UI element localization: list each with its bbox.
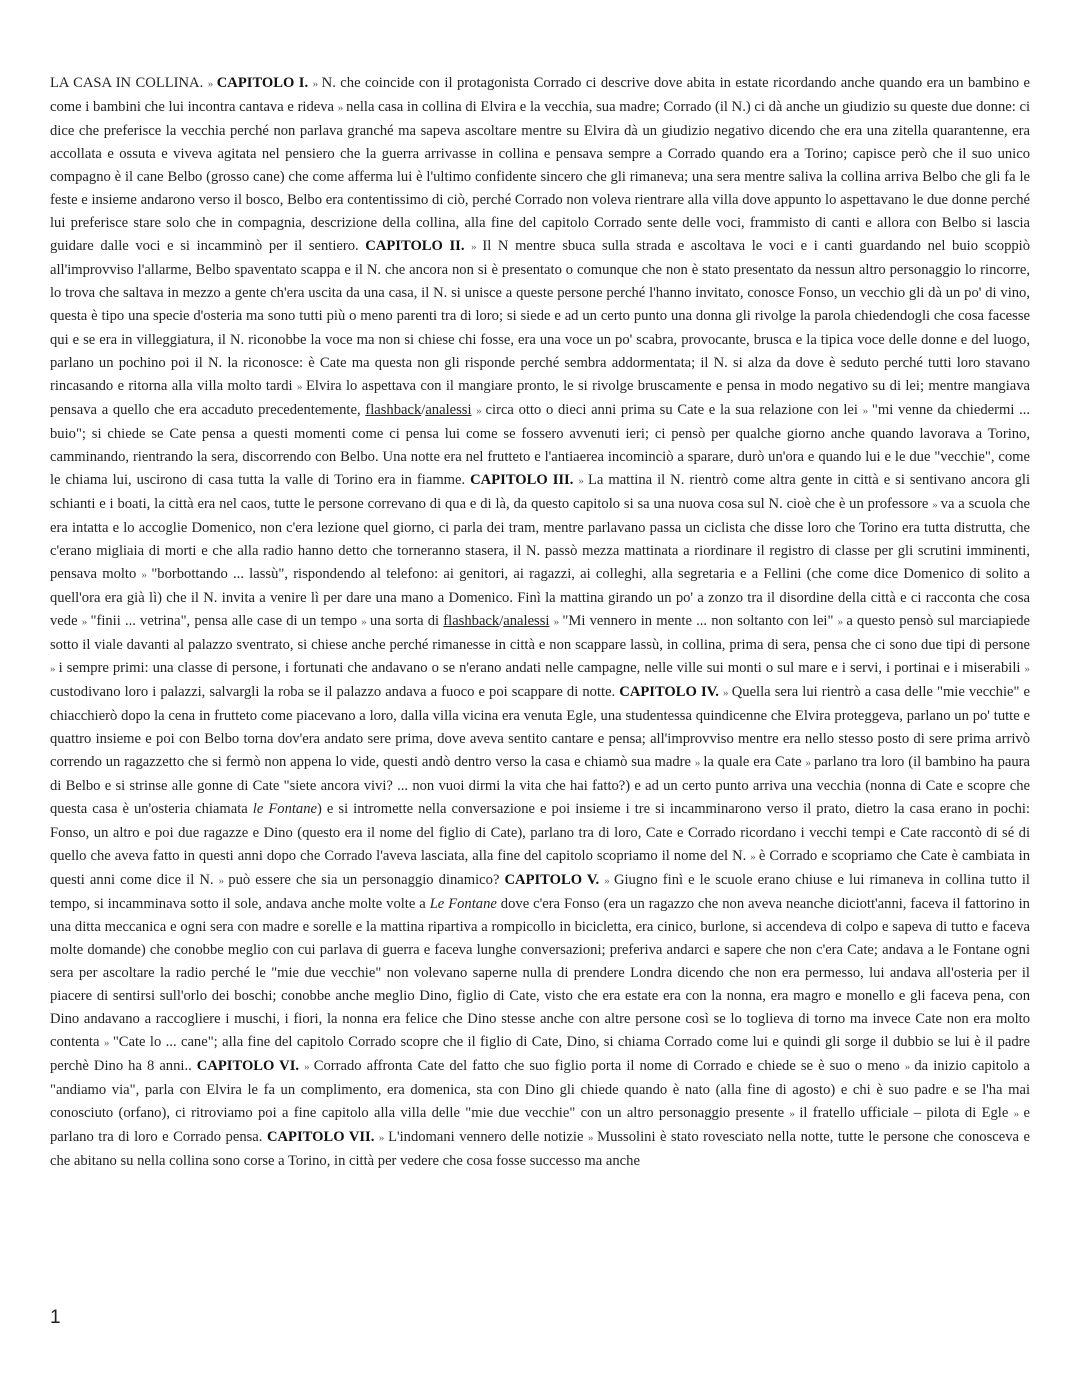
arrow-marker: » (837, 616, 847, 629)
text-run: N. che coincide con il protagonista Corrado ci descrive dove abita in estate ricordando anche quando era un bambino e come i bambini che lui incontra cantava e rideva (50, 75, 1030, 116)
text-run: da inizio capitolo a "andiamo via", parla con Elvira le fa un complimento, era domenica, sta con Dino gli chiede quando è nato (alla fine di agosto) e chi è suo padre e se l'ha mai conosciuto (orfano), ci ritroviamo poi a fine capitolo alla villa delle "mie due vecchie" con un altro personaggio presente (50, 1057, 1031, 1122)
underlined-term: flashback (365, 401, 422, 418)
page-number: 1 (50, 1307, 61, 1328)
italic-name: le Fontane (252, 801, 317, 818)
text-run: i sempre primi: una classe di persone, i fortunati che andavano o se n'erano andati nelle campagne, nelle ville sui monti o sul mare e i servi, i portinai e i miserabili (58, 660, 1025, 677)
arrow-marker: » (750, 850, 759, 863)
chapter-heading: CAPITOLO VII. (266, 1129, 379, 1146)
text-run: / (499, 613, 504, 630)
text-run: "borbottando ... lassù", rispondendo al telefono: ai genitori, ai ragazzi, ai colleghi, alla segretaria e a Fellini (che come dice Domenico di solito a quell'ora era già lì) che il N. invita a venire lì per dare una mano a Domenico. Finì la mattina girando un po' a zonzo tra il disordine della città e ci racconta che cosa vede (50, 565, 1031, 630)
arrow-marker: » (862, 404, 872, 417)
arrow-marker: » (1024, 663, 1030, 676)
text-run: Mussolini è stato rovesciato nella notte, tutte le persone che conosceva e che abitano su nella collina sono corse a Torino, in città per vedere che cosa fosse successo ma anche (50, 1129, 1030, 1170)
arrow-marker: » (141, 568, 152, 581)
arrow-marker: » (578, 474, 588, 487)
arrow-marker: » (789, 1108, 800, 1121)
text-run: "Cate lo ... cane"; alla fine del capitolo Corrado scopre che il figlio di Cate, Dino, si chiama Corrado come lui e quindi gli sorge il dubbio se lui è il padre perchè Dino ha 8 anni.. (50, 1033, 1030, 1074)
italic-name: Le Fontane (429, 895, 497, 912)
text-run: ) e si intromette nella conversazione e poi insieme i tre si incamminarono verso il prato, dietro la casa erano in pochi: Fonso, un altro e poi due ragazze e Dino (questo era il nome del figlio di Cate), parlano tra di loro, Cate e Corrado ricordano i vecchi tempi e Cate raccontò di sé di quello che aveva fatto in questi anni dopo che Corrado l'aveva lasciata, alla fine del capitolo scopriamo il nome del N. (50, 801, 1030, 864)
text-run: "mi venne da chiedermi ... buio"; si chiede se Cate pensa a questi momenti come ci pensa lui come se fossero avvenuti ieri; ci pensò per qualche giorno anche quando lavorava a Torino, camminando, rientrando la sera, discorrendo con Belbo. Una notte era nel frutteto e l'antiaerea incominciò a sparare, durò un'ora e quando lui e le due "vecchie", come le chiama lui, uscirono di casa tutta la valle di Torino era in fiamme. (50, 401, 1031, 488)
arrow-marker: » (304, 1060, 314, 1073)
arrow-marker: » (337, 102, 347, 115)
underlined-term: analessi (425, 401, 472, 418)
text-run: circa otto o dieci anni prima su Cate e la sua relazione con lei (485, 401, 863, 418)
arrow-marker: » (604, 874, 614, 887)
arrow-marker: » (904, 1060, 915, 1073)
arrow-marker: » (587, 1132, 598, 1145)
text-run: "finii ... vetrina", pensa alle case di un tempo (90, 613, 362, 630)
text-run: "Mi vennero in mente ... non soltanto con lei" (562, 613, 838, 630)
text-run: può essere che sia un personaggio dinamico? (228, 871, 505, 888)
text-run: Giugno finì e le scuole erano chiuse e lui rimaneva in collina tutto il tempo, si incamminava sotto il sole, andava anche molte volte a (50, 871, 1030, 912)
arrow-marker: » (723, 687, 732, 700)
text-run: / (421, 401, 426, 418)
arrow-marker: » (694, 757, 704, 770)
text-run: parlano tra loro (il bambino ha paura di Belbo e si strinse alle gonne di Cate "siete ancora vivi? ... non vuoi dirmi la vita che hai fatto?) e ad un certo punto arriva una vecchia (nonna di Cate e scopre che questa casa è un'osteria chiamata (50, 754, 1031, 818)
arrow-marker: » (81, 616, 91, 629)
chapter-heading: CAPITOLO V. (504, 871, 605, 888)
text-run: la quale era Cate (703, 754, 806, 771)
text-run: a questo pensò sul marciapiede sotto il viale davanti al palazzo sventrato, si chiese anche perché rimanesse in città e non scappare lassù, in collina, prima di sera, pensa che ci sono due tipi di persone (50, 613, 1031, 654)
chapter-heading: CAPITOLO III. (470, 471, 579, 488)
chapter-heading: CAPITOLO VI. (196, 1057, 305, 1074)
document-body (50, 72, 1030, 1173)
text-run: e parlano tra di loro e Corrado pensa. (50, 1105, 1031, 1146)
text-run: Corrado affronta Cate del fatto che suo figlio porta il nome di Corrado e chiede se è suo o meno (313, 1057, 905, 1074)
text-run: va a scuola che era intatta e lo accoglie Domenico, non c'era lezione quel giorno, ci parla dei tram, mentre parlavano passa un ciclista che disse loro che Torino era tutta distrutta, che c'erano migliaia di morti e che alla radio hanno detto che torneranno stasera, il N. passò mezza mattinata a riordinare il registro di classe per gli scrutini imminenti, pensava molto (50, 495, 1030, 582)
arrow-marker: » (207, 78, 217, 90)
text-run: Quella sera lui rientrò a casa delle "mie vecchie" e chiacchierò dopo la cena in frutteto come piacevano a loro, dalla villa vicina era venuta Egle, una studentessa quindicenne che Elvira proteggeva, parlano un po' tutte e quattro insieme e poi con Belbo torna dov'era andato sere prima, dove aveva sentito cantare e pensa; all'improvviso mentre era nello stesso posto di sere prima arrivò correndo un ragazzetto che si fermò non appena lo vide, questi andò dentro verso la casa e chiamò sua madre (50, 684, 1031, 771)
text-run: Il N mentre sbuca sulla strada e ascoltava le voci e i canti guardando nel buio scoppiò all'improvviso l'allarme, Belbo spaventato scappa e il N. che ancora non si è presentato o comunque che non è stato presentato da nessun altro personaggio lo rincorre, lo trova che saltava in mezzo a gente ch'era uscita da una casa, il N. si unisce a queste persone perché l'hanno invitato, conosce Fonso, un vecchio gli dà un po' di vino, questa è tipo una specie d'osteria ma sono tutti più o meno parenti tra di loro; si siede e ad un certo punto una donna gli rivolge la parola chiedendogli che cosa facesse qui e se era in villeggiatura, il N. riconobbe la voce ma non si chiese chi fosse, era una voce un po' scabra, provocante, brusca e la tipica voce delle donne e del luogo, parlano un pochino poi il N. la riconosce: è Cate ma questa non gli risponde perché sembra addormentata; il N. si alza da dove è seduto perché tutti loro stavano rincasando e ritorna alla villa molto tardi (50, 238, 1031, 394)
arrow-marker: » (932, 498, 941, 511)
arrow-marker: » (471, 241, 483, 254)
text-run: Elvira lo aspettava con il mangiare pronto, le si rivolge bruscamente e pensa in modo negativo su di lei; mentre mangiava pensava a quello che era accaduto precedentemente, (50, 377, 1031, 418)
text-run: è Corrado e scopriamo che Cate è cambiata in questi anni come dice il N. (50, 847, 1030, 888)
arrow-marker: » (361, 616, 370, 629)
arrow-marker: » (1013, 1108, 1024, 1121)
text-run: La mattina il N. rientrò come altra gente in città e si sentivano ancora gli schianti e i boati, la città era nel caos, tutte le persone correvano di qua e di là, da questo capitolo si sa una nuova cosa sul N. cioè che è un professore (50, 471, 1031, 512)
text-run: dove c'era Fonso (era un ragazzo che non aveva neanche diciott'anni, faceva il fattorino in una ditta meccanica e ogni sera con madre e sorelle e la mattina ripartiva a rompicollo in bicicletta, era cinico, burlone, si accendeva di colpo e sapeva di tutto e faceva molte domande) che conobbe meglio con cui parlava di guerra e faceva lunghe conversazioni; preferiva andarci e sapere che non c'era Cate; andava a le Fontane ogni sera per ascoltare la radio perché le "mie due vecchie" non volevano saperne nulla di prendere Londra dicendo che non era permesso, lui andava all'osteria per il piacere di sentirsi sull'orlo dei boschi; conobbe anche meglio Dino, figlio di Cate, visto che era estate era con la nonna, era magro e monello e gli faceva pena, con Dino andavano a raccogliere i muschi, i fiori, la nonna era felice che Dino stesse anche con altre persone così se lo toglieva di torno ma invece Cate non era molto contenta (50, 895, 1030, 1050)
text-run: una sorta di (369, 613, 444, 630)
arrow-marker: » (296, 380, 306, 393)
text-run: LA CASA IN COLLINA. (50, 75, 208, 91)
text-run: nella casa in collina di Elvira e la vecchia, sua madre; Corrado (il N.) ci dà anche un giudizio su queste due donne: ci dice che preferisce la vecchia perché non parlava granché ma sapeva ascoltare mentre su Elvira dà un giudizio negativo dicendo che era una zitella quarantenne, era accollata e ossuta e viveva agitata nel pensiero che la guerra arrivasse in collina e pensava sempre a Corrado quando era a Torino; capisce però che il suo unico compagno è il cane Belbo (grosso cane) che come afferma lui è l'ultimo confidente sincero che gli rimaneva; una sera mentre saliva la collina arriva Belbo che gli fa le feste e insieme andarono verso il bosco, Belbo era contentissimo di ciò, perché Corrado non voleva rientrare alla villa dove appunto lo aspettavano le due donne perché lui preferisce stare solo che in compagnia, descrizione della collina, alla fine del capitolo Corrado sente delle voci, frammisto di canti e allora con Belbo si lascia guidare dalle voci e si incamminò per il sentiero. (50, 99, 1031, 255)
arrow-marker: » (805, 757, 814, 770)
arrow-marker: » (103, 1036, 113, 1049)
text-run: il fratello ufficiale – pilota di Egle (799, 1105, 1014, 1122)
arrow-marker: » (476, 404, 486, 417)
arrow-marker: » (553, 616, 563, 629)
arrow-marker: » (378, 1132, 389, 1145)
arrow-marker: » (50, 663, 59, 676)
chapter-heading: CAPITOLO II. (365, 238, 472, 255)
chapter-heading: CAPITOLO IV. (619, 684, 724, 701)
text-run: custodivano loro i palazzi, salvargli la roba se il palazzo andava a fuoco e poi scappare di notte. (50, 684, 620, 701)
underlined-term: analessi (503, 613, 550, 630)
arrow-marker: » (312, 78, 322, 90)
text-run: L'indomani vennero delle notizie (388, 1129, 588, 1146)
underlined-term: flashback (443, 613, 500, 630)
arrow-marker: » (218, 874, 229, 887)
chapter-heading: CAPITOLO I. (216, 75, 313, 91)
